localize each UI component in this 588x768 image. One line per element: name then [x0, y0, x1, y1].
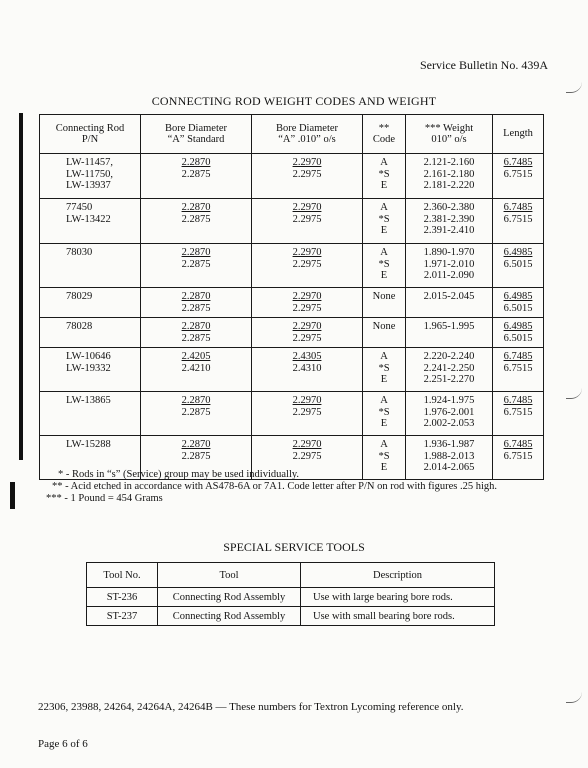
cell-code-line: *S: [378, 213, 390, 225]
footnote-pound: *** - 1 Pound = 454 Grams: [46, 493, 163, 504]
cell-length-line: 6.7515: [503, 213, 533, 225]
cell-weight-line: 2.360-2.380: [423, 202, 475, 213]
cell-part-number-line: LW-10646: [66, 351, 111, 362]
cell-part-number: [40, 348, 141, 392]
cell-bore-standard: [141, 392, 252, 436]
cell-code-line: A: [380, 439, 388, 450]
cell-bore-oversize: [252, 348, 363, 392]
cell-bore-standard-line: 2.2870: [181, 439, 211, 450]
cell-bore-oversize-line: 2.2970: [292, 202, 322, 213]
cell-bore-standard-line: 2.2875: [181, 213, 211, 225]
cell-part-number-line: 78028: [66, 321, 93, 332]
cell-weight-line: 2.002-2.053: [423, 418, 475, 429]
cell-weight: [406, 154, 493, 199]
cell-part-number: [40, 318, 141, 348]
cell-weight-line: 2.391-2.410: [423, 225, 475, 236]
header-pn: Connecting Rod P/N: [40, 115, 141, 154]
cell-code: [363, 392, 406, 436]
cell-length: [493, 392, 544, 436]
cell-length-line: 6.7485: [503, 439, 533, 450]
cell-part-number-line: 77450: [66, 202, 93, 213]
cell-bore-standard-line: 2.2870: [181, 395, 211, 406]
cell-part-number: [40, 288, 141, 318]
table-row: [40, 348, 544, 392]
cell-code-line: *S: [378, 362, 390, 374]
cell-weight-line: 2.251-2.270: [423, 374, 475, 385]
cell-weight-line: 1.936-1.987: [423, 439, 475, 450]
cell-length-line: 6.7515: [503, 406, 533, 418]
cell-bore-standard: [141, 244, 252, 288]
tools-header-description: Description: [301, 563, 495, 588]
table-row: [40, 288, 544, 318]
tool-no: ST-237: [87, 607, 158, 626]
cell-bore-standard: [141, 348, 252, 392]
cell-bore-oversize: [252, 392, 363, 436]
table-row: [40, 318, 544, 348]
cell-code-line: A: [380, 247, 388, 258]
cell-code-line: E: [380, 374, 388, 385]
cell-bore-standard: [141, 288, 252, 318]
cell-part-number-line: LW-15288: [66, 439, 111, 450]
cell-bore-standard-line: 2.2875: [181, 168, 211, 180]
margin-mark: [566, 692, 582, 703]
cell-code-line: A: [380, 157, 388, 168]
cell-weight-line: 2.220-2.240: [423, 351, 475, 362]
cell-weight-line: 1.988-2.013: [423, 450, 475, 462]
cell-bore-oversize-line: 2.2975: [292, 258, 322, 270]
margin-mark: [566, 82, 582, 93]
cell-weight-line: 2.241-2.250: [423, 362, 475, 374]
rod-weight-table: [39, 114, 544, 480]
cell-part-number-line: LW-13937: [66, 180, 111, 191]
cell-code-line: None: [372, 291, 396, 302]
cell-code-line: A: [380, 351, 388, 362]
cell-weight: [406, 288, 493, 318]
footnotes: [38, 469, 497, 505]
cell-bore-oversize-line: 2.2975: [292, 213, 322, 225]
cell-bore-standard-line: 2.2875: [181, 450, 211, 462]
table-row: [40, 154, 544, 199]
tools-header-no: Tool No.: [87, 563, 158, 588]
cell-part-number: [40, 244, 141, 288]
cell-bore-standard-line: 2.2870: [181, 291, 211, 302]
table-row: [40, 392, 544, 436]
cell-weight: [406, 244, 493, 288]
cell-weight: [406, 199, 493, 244]
cell-part-number: [40, 199, 141, 244]
cell-length-line: 6.7485: [503, 202, 533, 213]
cell-bore-oversize-line: 2.2970: [292, 321, 322, 332]
cell-weight-line: 1.890-1.970: [423, 247, 475, 258]
cell-length: [493, 154, 544, 199]
cell-code: [363, 154, 406, 199]
cell-length-line: 6.5015: [503, 302, 533, 314]
cell-bore-oversize-line: 2.2970: [292, 157, 322, 168]
change-bar: [19, 113, 23, 460]
cell-weight: [406, 318, 493, 348]
tool-name: Connecting Rod Assembly: [158, 607, 301, 626]
table-row: [40, 244, 544, 288]
cell-code-line: E: [380, 180, 388, 191]
cell-weight: [406, 348, 493, 392]
cell-bore-oversize: [252, 318, 363, 348]
tools-title: SPECIAL SERVICE TOOLS: [223, 540, 365, 554]
cell-code-line: *S: [378, 258, 390, 270]
tool-description: Use with small bearing bore rods.: [301, 607, 495, 626]
cell-code: [363, 199, 406, 244]
cell-length-line: 6.4985: [503, 247, 533, 258]
cell-bore-oversize: [252, 199, 363, 244]
cell-length-line: 6.7485: [503, 157, 533, 168]
cell-bore-standard-line: 2.2870: [181, 321, 211, 332]
cell-weight-line: 2.015-2.045: [423, 291, 475, 302]
cell-weight-line: 1.976-2.001: [423, 406, 475, 418]
table-header-row: [40, 115, 544, 154]
cell-bore-oversize-line: 2.4305: [292, 351, 322, 362]
cell-code: [363, 244, 406, 288]
bulletin-number: Service Bulletin No. 439A: [420, 58, 548, 72]
cell-bore-standard: [141, 199, 252, 244]
cell-length-line: 6.7515: [503, 450, 533, 462]
cell-bore-standard-line: 2.4205: [181, 351, 211, 362]
margin-mark: [566, 388, 582, 399]
cell-code-line: *S: [378, 450, 390, 462]
change-bar-notes: [10, 482, 15, 509]
header-length: Length: [493, 115, 544, 154]
cell-code-line: A: [380, 395, 388, 406]
cell-bore-oversize-line: 2.2970: [292, 247, 322, 258]
cell-bore-standard-line: 2.2870: [181, 247, 211, 258]
cell-bore-standard-line: 2.2875: [181, 258, 211, 270]
cell-part-number-line: LW-11750,: [66, 168, 113, 180]
tool-description: Use with large bearing bore rods.: [301, 588, 495, 607]
cell-weight-line: 1.924-1.975: [423, 395, 475, 406]
cell-weight-line: 2.121-2.160: [423, 157, 475, 168]
cell-part-number-line: LW-13865: [66, 395, 111, 406]
cell-bore-oversize: [252, 154, 363, 199]
cell-bore-standard-line: 2.2875: [181, 406, 211, 418]
cell-bore-oversize-line: 2.2975: [292, 332, 322, 344]
cell-code-line: A: [380, 202, 388, 213]
cell-bore-oversize: [252, 288, 363, 318]
cell-weight-line: 2.011-2.090: [423, 270, 475, 281]
cell-part-number-line: 78030: [66, 247, 93, 258]
cell-code: [363, 348, 406, 392]
header-bore-os: Bore Diameter “A” .010” o/s: [252, 115, 363, 154]
cell-bore-oversize-line: 2.2970: [292, 291, 322, 302]
cell-bore-oversize-line: 2.4310: [292, 362, 322, 374]
footnote-service: * - Rods in “s” (Service) group may be used individually.: [58, 469, 300, 480]
cell-code-line: *S: [378, 406, 390, 418]
cell-weight-line: 2.014-2.065: [423, 462, 475, 473]
cell-length-line: 6.5015: [503, 332, 533, 344]
cell-length: [493, 436, 544, 480]
cell-bore-standard-line: 2.2875: [181, 332, 211, 344]
cell-length-line: 6.7485: [503, 351, 533, 362]
cell-bore-standard-line: 2.2870: [181, 202, 211, 213]
cell-weight-line: 1.965-1.995: [423, 321, 475, 332]
header-bore-std: Bore Diameter “A” Standard: [141, 115, 252, 154]
footnote-acid: ** - Acid etched in accordance with AS478-6A or 7A1. Code letter after P/N on rod with figures .25 high.: [52, 481, 497, 492]
cell-length: [493, 318, 544, 348]
cell-length-line: 6.4985: [503, 321, 533, 332]
cell-bore-oversize: [252, 244, 363, 288]
cell-part-number-line: 78029: [66, 291, 93, 302]
tools-header-row: [87, 563, 495, 588]
cell-code-line: E: [380, 225, 388, 236]
cell-bore-oversize-line: 2.2975: [292, 168, 322, 180]
cell-bore-oversize-line: 2.2970: [292, 395, 322, 406]
cell-bore-standard-line: 2.2875: [181, 302, 211, 314]
cell-length-line: 6.7485: [503, 395, 533, 406]
cell-code-line: None: [372, 321, 396, 332]
cell-code-line: *S: [378, 168, 390, 180]
footer-reference: 22306, 23988, 24264, 24264A, 24264B — These numbers for Textron Lycoming reference only.: [38, 701, 464, 713]
cell-length-line: 6.7515: [503, 168, 533, 180]
cell-bore-standard: [141, 154, 252, 199]
page-title: CONNECTING ROD WEIGHT CODES AND WEIGHT: [151, 94, 437, 108]
cell-length: [493, 288, 544, 318]
table-row: [40, 199, 544, 244]
cell-part-number-line: LW-11457,: [66, 157, 113, 168]
cell-length: [493, 199, 544, 244]
cell-bore-oversize-line: 2.2975: [292, 302, 322, 314]
cell-code-line: E: [380, 462, 388, 473]
cell-code-line: E: [380, 270, 388, 281]
header-weight: *** Weight 010” o/s: [406, 115, 493, 154]
tools-table: [86, 562, 495, 626]
cell-weight-line: 2.381-2.390: [423, 213, 475, 225]
cell-weight-line: 2.161-2.180: [423, 168, 475, 180]
cell-length: [493, 244, 544, 288]
tools-header-tool: Tool: [158, 563, 301, 588]
tool-no: ST-236: [87, 588, 158, 607]
cell-code-line: E: [380, 418, 388, 429]
cell-bore-oversize-line: 2.2970: [292, 439, 322, 450]
cell-length-line: 6.5015: [503, 258, 533, 270]
header-code: ** Code: [363, 115, 406, 154]
cell-bore-standard-line: 2.2870: [181, 157, 211, 168]
page-number: Page 6 of 6: [38, 738, 88, 750]
tool-name: Connecting Rod Assembly: [158, 588, 301, 607]
table-row: [87, 588, 495, 607]
cell-length-line: 6.4985: [503, 291, 533, 302]
cell-bore-oversize-line: 2.2975: [292, 406, 322, 418]
cell-part-number: [40, 392, 141, 436]
cell-weight-line: 2.181-2.220: [423, 180, 475, 191]
cell-part-number-line: LW-19332: [66, 362, 111, 374]
cell-length: [493, 348, 544, 392]
cell-weight: [406, 392, 493, 436]
cell-length-line: 6.7515: [503, 362, 533, 374]
cell-code: [363, 288, 406, 318]
table-row: [87, 607, 495, 626]
cell-bore-standard: [141, 318, 252, 348]
cell-part-number-line: LW-13422: [66, 213, 111, 225]
cell-code: [363, 318, 406, 348]
cell-part-number: [40, 154, 141, 199]
cell-bore-oversize-line: 2.2975: [292, 450, 322, 462]
cell-bore-standard-line: 2.4210: [181, 362, 211, 374]
cell-weight-line: 1.971-2.010: [423, 258, 475, 270]
